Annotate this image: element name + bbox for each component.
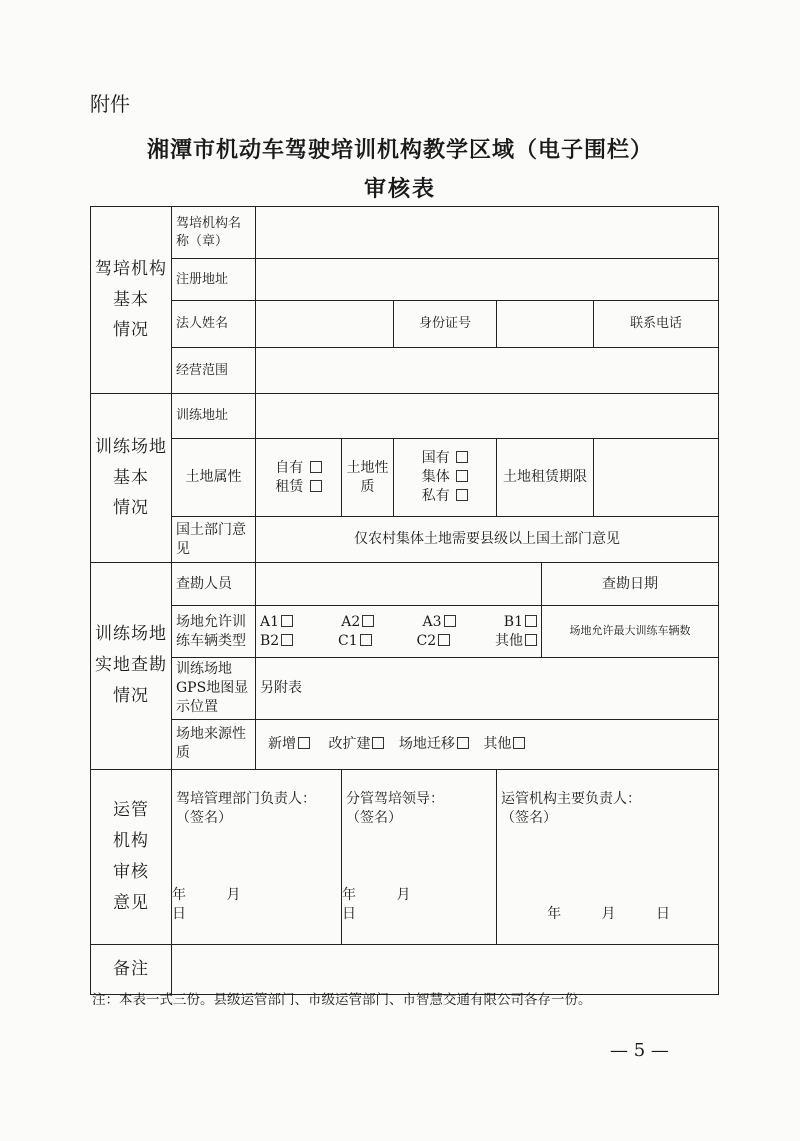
review-form-table xyxy=(90,206,719,995)
reg-address-field[interactable] xyxy=(256,259,719,301)
checkbox-b2[interactable] xyxy=(281,634,293,646)
form-title: 湘潭市机动车驾驶培训机构教学区域（电子围栏） xyxy=(146,138,653,163)
land-dept-label: 国土部门意见 xyxy=(172,517,256,563)
footnote: 注：本表一式三份。县级运管部门、市级运管部门、市智慧交通有限公司各存一份。 xyxy=(92,992,592,1008)
inspectors-label: 查勘人员 xyxy=(172,563,256,606)
form-subtitle: 审核表 xyxy=(363,177,436,202)
lease-term-label: 土地租赁期限 xyxy=(497,439,594,517)
legal-name-label: 法人姓名 xyxy=(172,301,256,348)
max-vehicles-label: 场地允许最大训练车辆数 xyxy=(542,606,719,658)
train-address-label: 训练地址 xyxy=(172,394,256,439)
reg-address-label: 注册地址 xyxy=(172,259,256,301)
checkbox-a3[interactable] xyxy=(444,615,456,627)
remarks-field[interactable] xyxy=(172,944,719,994)
checkbox-owned[interactable] xyxy=(310,461,322,473)
org-head-sign-cell[interactable]: 运管机构主要负责人： （签名） 年 月 日 xyxy=(497,769,719,944)
checkbox-expand[interactable] xyxy=(372,737,384,749)
checkbox-a1[interactable] xyxy=(281,615,293,627)
biz-scope-label: 经营范围 xyxy=(172,348,256,394)
checkbox-c2[interactable] xyxy=(438,634,450,646)
section-institution: 驾培机构 基本 情况 xyxy=(91,207,172,394)
checkbox-leased[interactable] xyxy=(310,480,322,492)
site-source-label: 场地来源性质 xyxy=(172,719,256,769)
checkbox-other-source[interactable] xyxy=(513,737,525,749)
land-attr-label: 土地属性 xyxy=(172,439,256,517)
org-name-field[interactable] xyxy=(256,207,719,259)
biz-scope-field[interactable] xyxy=(256,348,719,394)
train-address-field[interactable] xyxy=(256,394,719,439)
checkbox-state[interactable] xyxy=(456,451,468,463)
gps-map-note: 另附表 xyxy=(256,658,719,720)
inspect-date-label: 查勘日期 xyxy=(542,563,719,606)
checkbox-new[interactable] xyxy=(298,737,310,749)
land-nature-options: 国有 集体 私有 xyxy=(394,439,497,517)
lease-term-field[interactable] xyxy=(594,439,719,517)
checkbox-c1[interactable] xyxy=(360,634,372,646)
inspectors-field[interactable] xyxy=(256,563,542,606)
checkbox-relocate[interactable] xyxy=(457,737,469,749)
vehicle-types-options: A1 A2 A3 B1 B2 C1 C2 其他 xyxy=(256,606,542,658)
id-no-field[interactable] xyxy=(497,301,594,348)
checkbox-other-vehicle[interactable] xyxy=(525,634,537,646)
section-training-site: 训练场地 基本 情况 xyxy=(91,394,172,563)
remarks-label: 备注 xyxy=(91,944,172,994)
id-no-label: 身份证号 xyxy=(394,301,497,348)
section-inspection: 训练场地 实地查勘 情况 xyxy=(91,563,172,770)
org-name-label: 驾培机构名称（章） xyxy=(172,207,256,259)
checkbox-a2[interactable] xyxy=(362,615,374,627)
checkbox-collective[interactable] xyxy=(456,470,468,482)
leader-sign-cell[interactable]: 分管驾培领导： （签名） 年 月 日 xyxy=(342,769,497,944)
phone-label: 联系电话 xyxy=(594,301,719,348)
checkbox-private[interactable] xyxy=(456,489,468,501)
legal-name-field[interactable] xyxy=(256,301,394,348)
land-dept-note: 仅农村集体土地需要县级以上国土部门意见 xyxy=(256,517,719,563)
site-source-options: 新增 改扩建 场地迁移 其他 xyxy=(256,719,719,769)
land-attr-options: 自有 租赁 xyxy=(256,439,342,517)
attachment-label: 附件 xyxy=(90,92,130,116)
land-nature-label: 土地性质 xyxy=(342,439,394,517)
page-number: — 5 — xyxy=(610,1040,669,1061)
mgmt-head-sign-cell[interactable]: 驾培管理部门负责人： （签名） 年 月 日 xyxy=(172,769,342,944)
gps-map-label: 训练场地GPS地图显示位置 xyxy=(172,658,256,720)
section-review: 运管 机构 审核 意见 xyxy=(91,769,172,944)
checkbox-b1[interactable] xyxy=(525,615,537,627)
vehicle-types-label: 场地允许训练车辆类型 xyxy=(172,606,256,658)
